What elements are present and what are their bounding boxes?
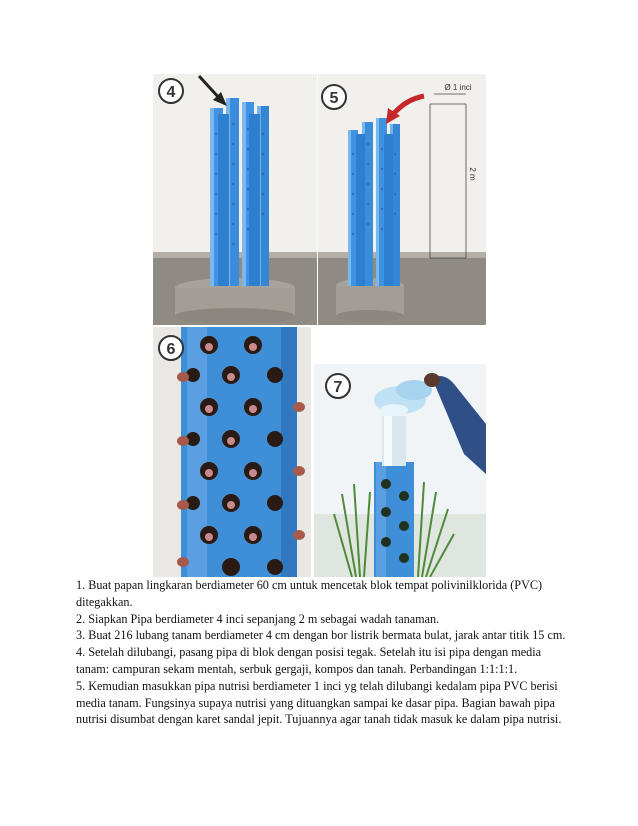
step-2-text: 2. Siapkan Pipa berdiameter 4 inci sepanjang 2 m sebagai wadah tanaman. <box>76 611 440 626</box>
step-4-badge <box>159 79 183 103</box>
step-4-illustration <box>153 74 317 325</box>
step-5-badge <box>322 85 346 109</box>
step-3-text: 3. Buat 216 lubang tanam berdiameter 4 cm dengan bor listrik bermata bulat, jarak antar titik 15 cm. <box>76 628 566 643</box>
step-7-illustration <box>314 364 486 577</box>
step-6-illustration <box>153 327 311 577</box>
step-6-photo <box>153 327 311 577</box>
length-label: 2 m <box>468 167 477 181</box>
step-7-badge <box>326 374 350 398</box>
diameter-label: Ø 1 inci <box>444 83 472 92</box>
step-4-badge-number: 4 <box>166 84 176 101</box>
step-5-illustration <box>318 74 486 325</box>
step-6-badge-number: 6 <box>166 341 176 358</box>
step-4-text: 4. Setelah dilubangi, pasang pipa di blok dengan posisi tegak. Setelah itu isi pipa dengan media tanam: campuran sekam mentah, serbuk gergaji, kompos dan tanah. Perbandingan 1:1:1:1. <box>76 645 542 676</box>
step-5-badge-number: 5 <box>329 90 339 107</box>
step-6-badge <box>159 336 183 360</box>
step-7-badge-number: 7 <box>333 379 343 396</box>
instruction-steps <box>76 577 566 728</box>
step-5-photo <box>318 74 486 325</box>
step-5-text: 5. Kemudian masukkan pipa nutrisi berdiameter 1 inci yg telah dilubangi kedalam pipa PVC berisi media tanam. Fungsinya supaya nutrisi yang dituangkan sampai ke dasar pipa. Bagian bawah pipa nutrisi disumbat dengan karet sandal jepit. Tujuannya agar tanah tidak masuk ke dalam pipa nutrisi. <box>76 678 562 727</box>
step-4-photo <box>153 74 317 325</box>
step-7-photo <box>314 364 486 577</box>
step-1-text: 1. Buat papan lingkaran berdiameter 60 cm untuk mencetak blok tempat polivinilklorida (PVC) ditegakkan. <box>76 578 543 609</box>
